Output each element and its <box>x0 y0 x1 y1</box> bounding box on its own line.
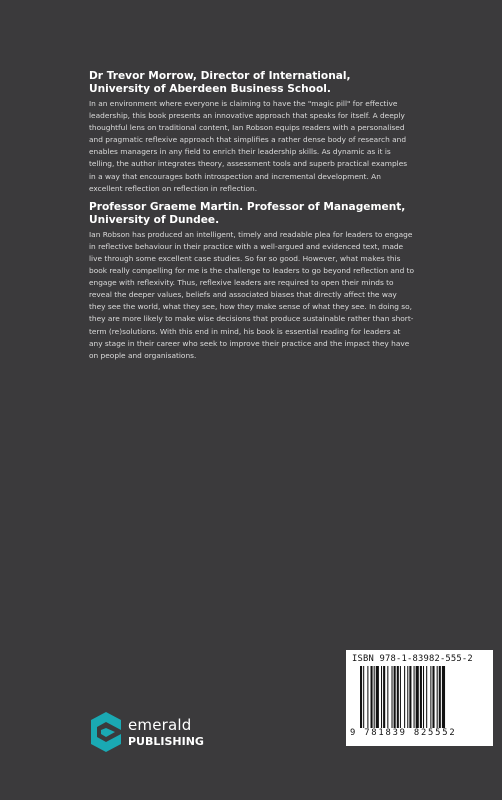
barcode-digits: 9 781839 825552 <box>350 728 490 738</box>
publisher-logo <box>88 708 228 758</box>
publisher-sub: PUBLISHING <box>128 735 204 748</box>
review-quote: Ian Robson has produced an intelligent, timely and readable plea for leaders to engage in reflective behaviour in their practice with a well-argued and evidenced text, made live through some excellent case studies. So far so good. However, what makes this book really compelling for me is the challenge to leaders to go beyond reflection and to engage with reflexivity. Thus, reflexive leaders are required to open their minds to reveal the deeper values, beliefs and associated biases that directly affect the way they see the world, what they see, how they make sense of what they see. In doing so, they are more likely to make wise decisions that produce sustainable rather than short-term (re)solutions. With this end in mind, his book is essential reading for leaders at any stage in their career who seek to improve their practice and the impact they have on people and organisations. <box>89 229 415 360</box>
publisher-name: emerald <box>128 716 192 734</box>
isbn-label: ISBN 978-1-83982-555-2 <box>352 654 473 664</box>
review-quote: In an environment where everyone is claiming to have the "magic pill" for effective leadership, this book presents an innovative approach that speaks for itself. A deeply thoughtful lens on traditional content, Ian Robson equips readers with a personalised and pragmatic reflexive approach that simplifies a rather dense body of research and enables managers in any field to enrich their leadership skills. As dynamic as it is telling, the author integrates theory, assessment tools and superb practical examples in a way that encourages both introspection and incremental development. An excellent reflection on reflection in reflection. <box>89 99 408 193</box>
review-2 <box>89 201 415 362</box>
barcode-bars <box>360 666 486 732</box>
reviewer-name: Dr Trevor Morrow, Director of International, University of Aberdeen Business School. <box>89 70 351 95</box>
reviewer-name: Professor Graeme Martin. Professor of Management, University of Dundee. <box>89 200 406 226</box>
emerald-logo-icon <box>88 710 124 754</box>
back-cover-text <box>89 70 415 368</box>
review-1 <box>89 70 415 195</box>
barcode <box>346 650 493 746</box>
